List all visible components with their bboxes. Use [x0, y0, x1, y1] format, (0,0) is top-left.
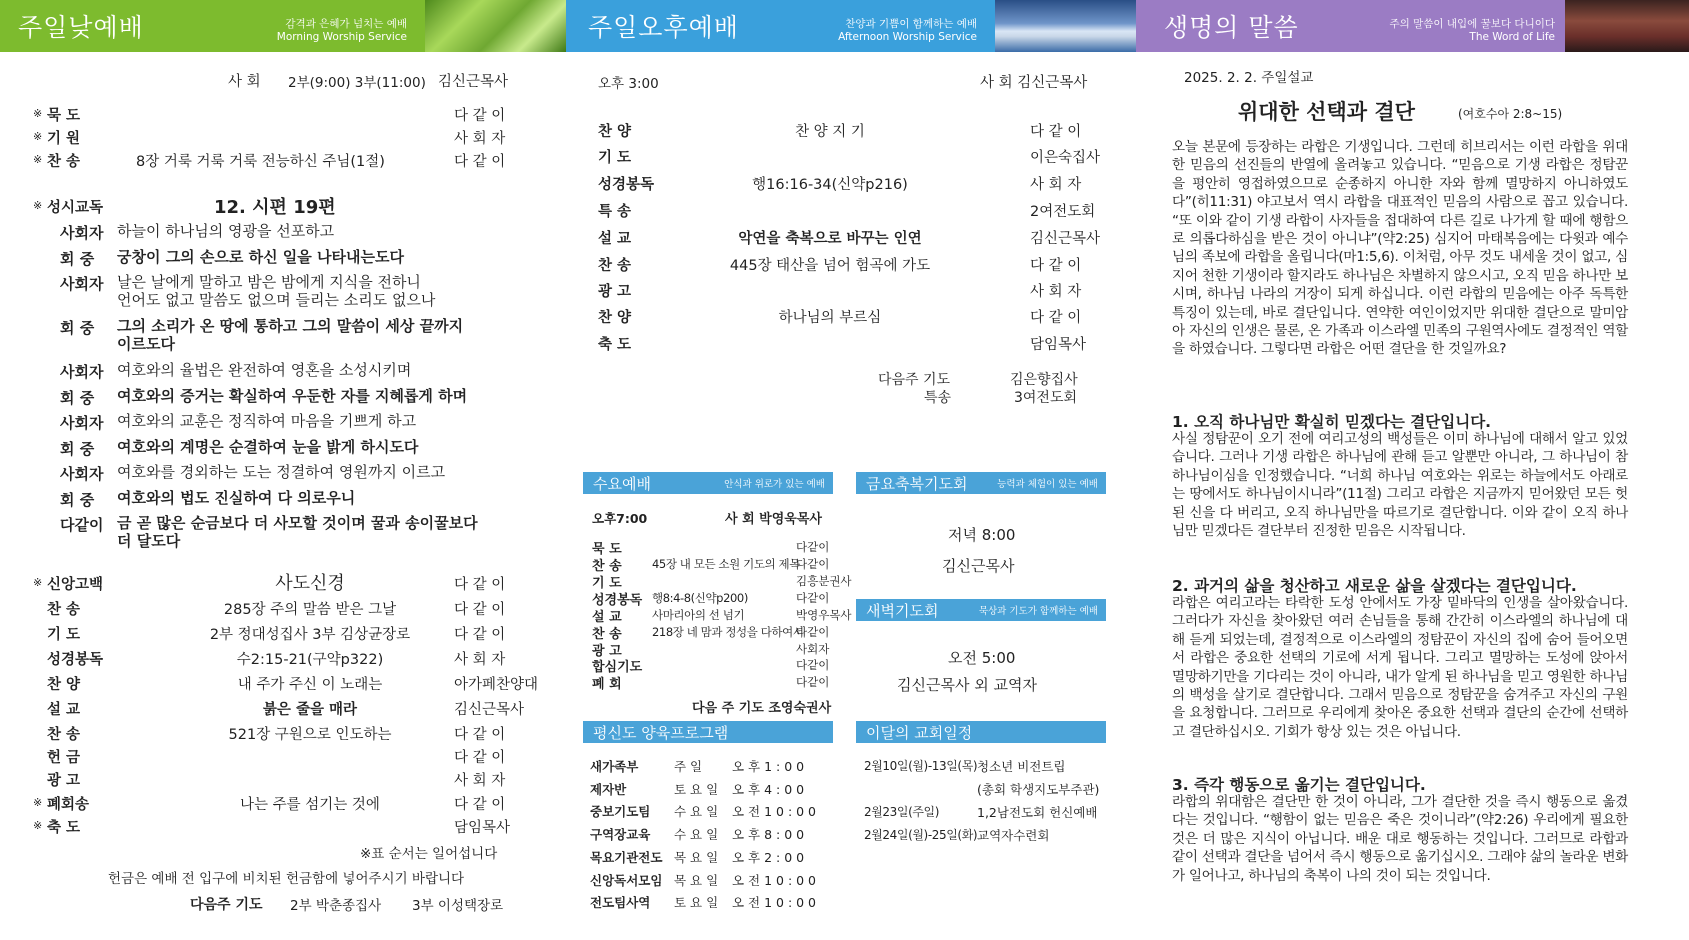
order-label: 광 고: [592, 644, 622, 659]
order-label: 폐 회: [592, 677, 622, 692]
program-day: 토 요 일: [674, 781, 719, 797]
reading-title: 12. 시편 19편: [214, 197, 336, 218]
reader-label: 회 중: [60, 388, 95, 407]
header-subtitle: [277, 18, 407, 44]
header-morning-worship: [0, 0, 425, 52]
reading-line: 여호와를 경외하는 도는 정결하여 영원까지 이르고: [117, 463, 446, 481]
order-content: 하나님의 부르심: [778, 310, 882, 326]
header-subtitle: [1390, 18, 1556, 44]
stand-mark: ※: [33, 199, 43, 212]
program-time: 오 전 1 0 : 0 0: [732, 895, 817, 911]
order-label: 묵 도: [47, 108, 81, 124]
sermon-intro: 오늘 본문에 등장하는 라합은 기생입니다. 그런데 히브리서는 이런 라합을 위대한 믿음의 선진들의 반열에 올려놓고 있습니다. “믿음으로 기생 라합은 정탐꾼을 평안히 영접하였으므로 순종하지 아니한 자와 함께 멸망하지 아니하였도다”(히11:31) 야고보서 역시 라합을 대표적인 믿음의 사람으로 꼽고 있습니다. “또 이와 같이 기생 라합이 사자들을 접대하여 다른 길로 나가게 할 때에 행함으로 의롭다하심을 받은 것이 아니냐”(약2:25) 심지어 마태복음에는 다윗과 예수님의 족보에 라합을 올립니다(마1:5,6). 이처럼, 아무 것도 내세울 것이 없고, 심지어 천한 기생이라 할지라도 하나님은 차별하지 않으시고, 오직 믿음 하나만 보시며, 하나님 나라의 거장이 되게 하십니다. 이런 라합의 믿음에는 아주 독특한 특징이 있는데, 바로 결단입니다. 연약한 여인이었지만 위대한 결단으로 말미암아 자신의 인생은 물론, 온 가족과 이스라엘 민족의 구원역사에도 결정적인 역할을 하였습니다. 그렇다면 라합은 어떤 결단을 한 것일까요?: [1172, 139, 1628, 358]
program-name: 중보기도팀: [590, 804, 651, 820]
reader-label: 사회자: [60, 465, 104, 483]
program-time: 오 후 8 : 0 0: [732, 827, 805, 843]
reading-line: 여호와의 계명은 순결하여 눈을 밝게 하시도다: [117, 437, 419, 456]
order-label: 찬 송: [47, 154, 81, 170]
sermon-reference: (여호수아 2:8~15): [1458, 107, 1563, 121]
order-label: 찬 송: [592, 559, 622, 574]
program-time: 오 후 2 : 0 0: [732, 849, 805, 865]
next-prayer-3rd: 3부 이성택장로: [412, 898, 504, 914]
reader-label: 사회자: [60, 414, 104, 432]
section-heading: 2. 과거의 삶을 청산하고 새로운 삶을 살겠다는 결단입니다.: [1172, 577, 1577, 595]
order-responsible: 김흥분권사: [796, 574, 852, 588]
order-responsible: 다 같 이: [454, 797, 506, 813]
schedule-event: (총회 학생지도부주관): [977, 782, 1100, 797]
wednesday-title: 수요예배: [593, 474, 651, 493]
next-prayer-person: 김은향집사: [1010, 372, 1078, 388]
schedule-date: 2월24일(월)-25일(화): [864, 828, 978, 842]
wednesday-leader: 사 회 박영욱목사: [725, 512, 822, 527]
order-label: 설 교: [598, 231, 632, 247]
wednesday-time: 오후7:00: [592, 511, 648, 526]
order-content: 사마리아의 선 넘기: [652, 608, 745, 622]
order-label: 기 도: [47, 627, 81, 643]
schedule-event: 1,2남전도회 헌신예배: [977, 805, 1098, 820]
program-name: 새가족부: [590, 759, 639, 774]
order-responsible: 김신근목사: [1030, 231, 1101, 247]
reading-line: 이르도다: [117, 335, 175, 353]
order-label: 합심기도: [592, 660, 643, 675]
order-responsible: 사 회 자: [454, 652, 506, 668]
stand-mark: ※: [33, 819, 43, 832]
order-content: 찬 양 지 기: [795, 124, 865, 140]
reader-label: 회 중: [60, 319, 95, 337]
program-time: 오 전 1 0 : 0 0: [732, 872, 817, 888]
program-name: 목요기관전도: [590, 849, 663, 865]
header-sub-english: Afternoon Worship Service: [838, 31, 977, 43]
order-label: 기 도: [598, 150, 632, 166]
order-responsible: 사 회 자: [454, 773, 506, 789]
reader-label: 회 중: [60, 490, 95, 509]
program-day: 목 요 일: [674, 849, 719, 865]
special-song-label: 특송: [924, 390, 952, 406]
order-content: 행8:4-8(신약p200): [652, 591, 748, 605]
reader-label: 사회자: [60, 275, 104, 293]
order-label: 특 송: [598, 204, 632, 220]
header-sub-korean: 주의 말씀이 내입에 꿀보다 다니이다: [1389, 18, 1555, 30]
schedule-event: 청소년 비전트립: [977, 759, 1066, 774]
header-sub-korean: 찬양과 기쁨이 함께하는 예배: [845, 18, 977, 30]
reader-label: 회 중: [60, 249, 95, 268]
header-sub-english: Morning Worship Service: [276, 31, 407, 43]
leader-name: 김신근목사: [438, 74, 509, 90]
reading-label: 성시교독: [47, 200, 104, 216]
order-responsible: 다 같 이: [454, 750, 506, 766]
schedule-title: 이달의 교회일정: [866, 723, 973, 742]
program-time: 오 후 4 : 0 0: [732, 781, 805, 797]
programs-title: 평신도 양육프로그램: [593, 723, 729, 742]
reading-line: 하늘이 하나님의 영광을 선포하고: [117, 222, 335, 240]
wednesday-next-prayer: 다음 주 기도 조영숙권사: [692, 701, 832, 716]
header-word-of-life: [1136, 0, 1565, 52]
order-responsible: 박영우목사: [796, 608, 852, 622]
header-afternoon-worship: [566, 0, 995, 52]
order-content: 사도신경: [275, 573, 345, 594]
stand-mark: ※: [33, 153, 43, 166]
order-responsible: 다 같 이: [454, 577, 506, 593]
standing-note: ※표 순서는 일어섭니다: [360, 846, 498, 862]
order-label: 헌 금: [47, 750, 81, 766]
order-label: 축 도: [47, 820, 81, 836]
next-prayer-label: 다음주 기도: [190, 897, 263, 913]
program-name: 신앙독서모임: [590, 872, 663, 888]
friday-time: 저녁 8:00: [948, 526, 1016, 544]
stand-mark: ※: [33, 107, 43, 120]
program-day: 수 요 일: [674, 804, 719, 820]
friday-title: 금요축복기도회: [866, 474, 968, 493]
section-heading: 1. 오직 하나님만 확실히 믿겠다는 결단입니다.: [1172, 413, 1492, 431]
sermon-title: 위대한 선택과 결단: [1238, 100, 1415, 124]
reading-line: 더 달도다: [117, 532, 181, 550]
program-day: 토 요 일: [674, 895, 719, 911]
order-label: 찬 송: [47, 727, 81, 743]
order-responsible: 다 같 이: [1030, 258, 1082, 274]
dawn-person: 김신근목사 외 교역자: [897, 676, 1037, 694]
order-content: 나는 주를 섬기는 것에: [240, 797, 380, 813]
order-label: 기 원: [47, 131, 81, 147]
reading-line: 금 곧 많은 순금보다 더 사모할 것이며 꿀과 송이꿀보다: [117, 514, 478, 532]
order-label: 찬 송: [592, 627, 622, 642]
program-time: 오 전 1 0 : 0 0: [732, 804, 817, 820]
order-responsible: 사 회 자: [1030, 177, 1082, 193]
schedule-date: 2월23일(주일): [864, 805, 940, 819]
header-title: 생명의 말씀: [1164, 13, 1299, 42]
order-responsible: 다같이: [796, 658, 830, 672]
sermon-date: 2025. 2. 2. 주일설교: [1184, 70, 1314, 86]
order-responsible: 다 같 이: [1030, 310, 1082, 326]
programs-header: [583, 721, 833, 743]
order-label: 설 교: [47, 702, 81, 718]
dawn-title: 새벽기도회: [866, 601, 939, 620]
program-day: 수 요 일: [674, 827, 719, 843]
schedule-event: 교역자수련회: [977, 828, 1050, 843]
order-content: 45장 내 모든 소원 기도의 제목: [652, 557, 800, 571]
stand-mark: ※: [33, 576, 43, 589]
order-label: 묵 도: [592, 542, 622, 557]
service-times: 2부(9:00) 3부(11:00): [288, 75, 426, 91]
order-label: 광 고: [598, 284, 632, 300]
order-responsible: 다같이: [796, 557, 830, 571]
order-label: 찬 송: [598, 258, 632, 274]
order-content: 악연을 축복으로 바꾸는 인연: [738, 231, 922, 247]
order-label: 광 고: [47, 773, 81, 789]
section-heading: 3. 즉각 행동으로 옮기는 결단입니다.: [1172, 776, 1426, 794]
header-sub-english: The Word of Life: [1469, 31, 1555, 43]
order-content: 285장 주의 말씀 받은 그날: [223, 602, 397, 618]
special-song-group: 3여전도회: [1014, 390, 1078, 406]
reading-line: 그의 소리가 온 땅에 통하고 그의 말씀이 세상 끝까지: [117, 317, 464, 335]
reading-line: 여호와의 법도 진실하여 다 의로우니: [117, 488, 356, 507]
order-content: 내 주가 주신 이 노래는: [237, 677, 383, 693]
order-responsible: 김신근목사: [454, 702, 525, 718]
program-time: 오 후 1 : 0 0: [732, 759, 805, 774]
reading-line: 궁창이 그의 손으로 하신 일을 나타내는도다: [117, 247, 404, 266]
schedule-header: [856, 721, 1106, 743]
order-responsible: 다 같 이: [454, 727, 506, 743]
reading-line: 언어도 없고 말씀도 없으며 들리는 소리도 없으나: [117, 291, 436, 309]
afternoon-leader: 사 회 김신근목사: [980, 75, 1088, 91]
order-responsible: 이은숙집사: [1030, 150, 1101, 166]
next-prayer-2nd: 2부 박춘종집사: [290, 898, 382, 914]
friday-sub: 능력과 체험이 있는 예배: [997, 479, 1098, 490]
order-label: 신앙고백: [47, 577, 104, 593]
leader-label: 사 회: [228, 74, 261, 90]
order-content: 2부 정대성집사 3부 김상균장로: [209, 627, 411, 643]
order-responsible: 다 같 이: [1030, 124, 1082, 140]
section-text: 사실 정탐꾼이 오기 전에 여리고성의 백성들은 이미 하나님에 대해서 알고 있었습니다. 그러나 기생 라합은 하나님에 관해 듣고 알뿐만 아니라, 그 하나님이 참 하나님이심을 인정했습니다. “너희 하나님 여호와는 위로는 하늘에서도 아래로는 땅에서도 하나님이시니라”(11절) 그리고 라합은 지금까지 믿어왔던 모든 헛된 신을 다 버리고, 오직 하나님만을 따르기로 결단합니다. 이와 같이 오직 하나님만 믿겠다든 결단부터 진정한 믿음은 시작됩니다.: [1172, 431, 1628, 540]
order-content: 행16:16-34(신약p216): [752, 177, 908, 193]
order-responsible: 다 같 이: [454, 602, 506, 618]
order-responsible: 다같이: [796, 591, 830, 605]
order-label: 찬 양: [598, 124, 632, 140]
order-label: 성경봉독: [592, 593, 643, 608]
reader-label: 회 중: [60, 439, 95, 458]
section-text: 라합은 여리고라는 타락한 도성 안에서도 가장 밑바닥의 인생을 살아왔습니다. 그러다가 자신을 찾아왔던 여러 손님들을 통해 간간히 이스라엘의 하나님에 대해 듣게 되었는데, 결정적으로 이스라엘의 정탐꾼이 자신의 집에 숨어 들어오면서 라합은 중요한 선택의 기로에 서게 됩니다. 그리고 멸망하는 도성에 앉아서 멸망하기만을 기다리는 것이 아니라, 내가 알게 된 하나님을 믿고 영원한 하나님의 백성을 살기로 결단합니다. 그래서 믿음으로 정탐꾼을 숨겨주고 자신의 구원을 요청합니다. 그러므로 우리에게 찾아온 중요한 선택과 결단의 순간에 선택하고 결단하십시오. 기회가 항상 있는 것은 아닙니다.: [1172, 595, 1628, 740]
order-label: 설 교: [592, 610, 622, 625]
program-day: 주 일: [674, 759, 703, 774]
order-content: 8장 거룩 거룩 거룩 전능하신 주님(1절): [136, 154, 385, 170]
reader-label: 다같이: [60, 516, 104, 534]
order-label: 폐회송: [47, 797, 90, 813]
stand-mark: ※: [33, 130, 43, 143]
schedule-date: 2월10일(월)-13일(목): [864, 759, 978, 773]
order-responsible: 다같이: [796, 675, 830, 689]
lantern-photo: [1565, 0, 1689, 52]
order-label: 찬 양: [47, 677, 81, 693]
reading-line: 여호와의 증거는 확실하여 우둔한 자를 지혜롭게 하며: [117, 386, 468, 405]
order-content: 521장 구원으로 인도하는: [228, 727, 392, 743]
order-responsible: 사 회 자: [1030, 284, 1082, 300]
order-responsible: 담임목사: [454, 820, 511, 836]
header-subtitle: [838, 18, 977, 44]
dawn-time: 오전 5:00: [948, 649, 1016, 667]
dawn-header: [856, 599, 1106, 621]
stand-mark: ※: [33, 796, 43, 809]
order-responsible: 2여전도회: [1030, 204, 1096, 220]
order-label: 찬 송: [47, 602, 81, 618]
order-responsible: 다같이: [796, 540, 830, 554]
header-title: 주일낮예배: [18, 13, 144, 42]
reading-line: 여호와의 교훈은 정직하여 마음을 기쁘게 하고: [117, 412, 417, 430]
order-responsible: 다 같 이: [454, 108, 506, 124]
order-responsible: 담임목사: [1030, 337, 1087, 353]
header-sub-korean: 감격과 은혜가 넘치는 예배: [285, 18, 407, 30]
order-label: 기 도: [592, 576, 622, 591]
wednesday-sub: 안식과 위로가 있는 예배: [724, 479, 825, 490]
order-responsible: 사 회 자: [454, 131, 506, 147]
order-content: 붉은 줄을 매라: [262, 702, 358, 718]
reading-line: 날은 날에게 말하고 밤은 밤에게 지식을 전하니: [117, 273, 421, 291]
reader-label: 사회자: [60, 224, 104, 242]
order-responsible: 아가페찬양대: [454, 677, 539, 693]
reader-label: 사회자: [60, 363, 104, 381]
wednesday-header: [583, 472, 833, 494]
reading-line: 여호와의 율법은 완전하여 영혼을 소성시키며: [117, 361, 412, 379]
header-title: 주일오후예배: [588, 13, 739, 42]
order-responsible: 다 같 이: [454, 154, 506, 170]
order-responsible: 다 같 이: [454, 627, 506, 643]
order-responsible: 사회자: [796, 642, 830, 656]
order-label: 축 도: [598, 337, 632, 353]
order-responsible: 다같이: [796, 625, 830, 639]
afternoon-time: 오후 3:00: [598, 76, 659, 92]
offering-note: 헌금은 예배 전 입구에 비치된 헌금함에 넣어주시기 바랍니다: [108, 871, 465, 887]
next-prayer-label: 다음주 기도: [878, 372, 951, 388]
order-label: 찬 양: [598, 310, 632, 326]
order-content: 218장 네 맘과 정성을 다하여서: [652, 625, 804, 639]
leaf-photo: [425, 0, 566, 52]
sky-photo: [995, 0, 1136, 52]
section-text: 라합의 위대함은 결단만 한 것이 아니라, 그가 결단한 것을 즉시 행동으로 옮겼다는 것입니다. “행함이 없는 믿음은 죽은 것이니라”(약2:26) 우리에게 필요한 것은 더 많은 지식이 아닙니다. 배운 대로 행동하는 것입니다. 그러므로 라합과 같이 선택과 결단을 넘어서 즉시 행동으로 옮기십시오. 그래야 삶의 놀라운 변화가 일어나고, 하나님의 축복이 나의 것이 되는 것입니다.: [1172, 794, 1628, 884]
program-name: 구역장교육: [590, 827, 651, 843]
order-label: 성경봉독: [598, 177, 655, 193]
dawn-sub: 묵상과 기도가 함께하는 예배: [978, 606, 1098, 617]
order-content: 445장 태산을 넘어 험곡에 가도: [729, 258, 931, 274]
program-day: 목 요 일: [674, 872, 719, 888]
order-label: 성경봉독: [47, 652, 104, 668]
order-content: 수2:15-21(구약p322): [236, 652, 384, 668]
program-name: 제자반: [590, 781, 627, 797]
friday-header: [856, 472, 1106, 494]
program-name: 전도팀사역: [590, 895, 651, 911]
friday-person: 김신근목사: [942, 557, 1015, 575]
